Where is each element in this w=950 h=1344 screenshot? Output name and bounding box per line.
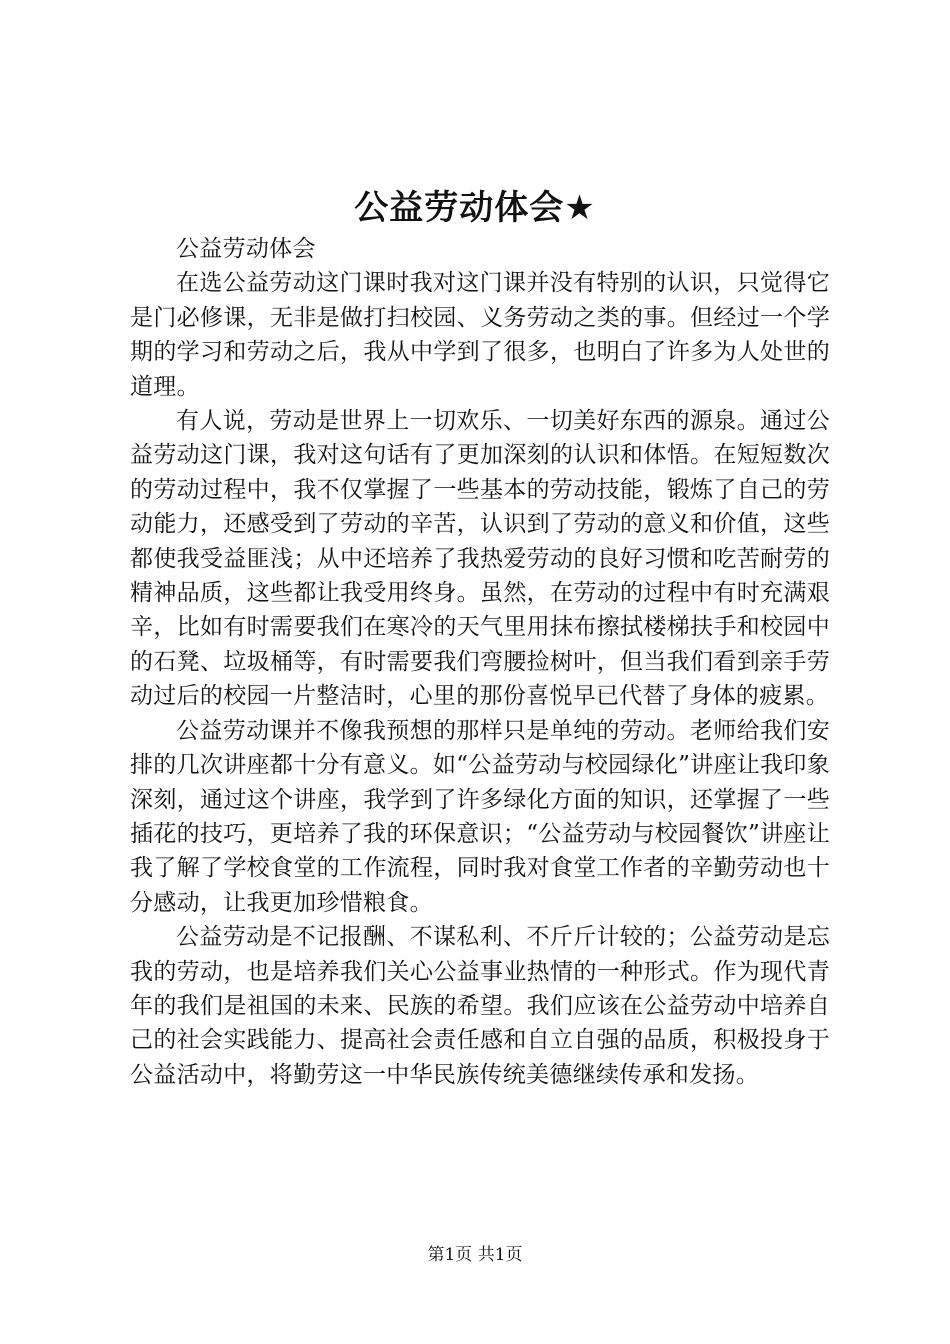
subtitle-paragraph: 公益劳动体会 — [176, 236, 316, 262]
body-paragraph-3: 公益劳动课并不像我预想的那样只是单纯的劳动。老师给我们安排的几次讲座都十分有意义。如“公益劳动与校园绿化”讲座让我印象深刻，通过这个讲座，我学到了许多绿化方面的知识，还掌握了一些插花的技巧，更培养了我的环保意识；“公益劳动与校园餐饮”讲座让我了解了学校食堂的工作流程，同时我对食堂工作者的辛勤劳动也十分感动，让我更加珍惜粮食。 — [130, 717, 830, 916]
body-paragraph-2: 有人说，劳动是世界上一切欢乐、一切美好东西的源泉。通过公益劳动这门课，我对这句话有了更加深刻的认识和体悟。在短短数次的劳动过程中，我不仅掌握了一些基本的劳动技能，锻炼了自己的劳动能力，还感受到了劳动的辛苦，认识到了劳动的意义和价值，这些都使我受益匪浅；从中还培养了我热爱劳动的良好习惯和吃苦耐劳的精神品质，这些都让我受用终身。虽然，在劳动的过程中有时充满艰辛，比如有时需要我们在寒冷的天气里用抹布擦拭楼梯扶手和校园中的石凳、垃圾桶等，有时需要我们弯腰捡树叶，但当我们看到亲手劳动过后的校园一片整洁时，心里的那份喜悦早已代替了身体的疲累。 — [130, 408, 830, 710]
body-paragraph-4: 公益劳动是不记报酬、不谋私利、不斤斤计较的；公益劳动是忘我的劳动，也是培养我们关心公益事业热情的一种形式。作为现代青年的我们是祖国的未来、民族的希望。我们应该在公益劳动中培养自己的社会实践能力、提高社会责任感和自立自强的品质，积极投身于公益活动中，将勤劳这一中华民族传统美德继续传承和发扬。 — [130, 924, 830, 1088]
body-paragraph-1: 在选公益劳动这门课时我对这门课并没有特别的认识，只觉得它是门必修课，无非是做打扫校园、义务劳动之类的事。但经过一个学期的学习和劳动之后，我从中学到了很多，也明白了许多为人处世的道理。 — [130, 270, 830, 400]
page-footer: 第1页 共1页 — [427, 1245, 523, 1265]
document-body — [130, 232, 830, 1092]
document-title: 公益劳动体会★ — [354, 188, 596, 228]
